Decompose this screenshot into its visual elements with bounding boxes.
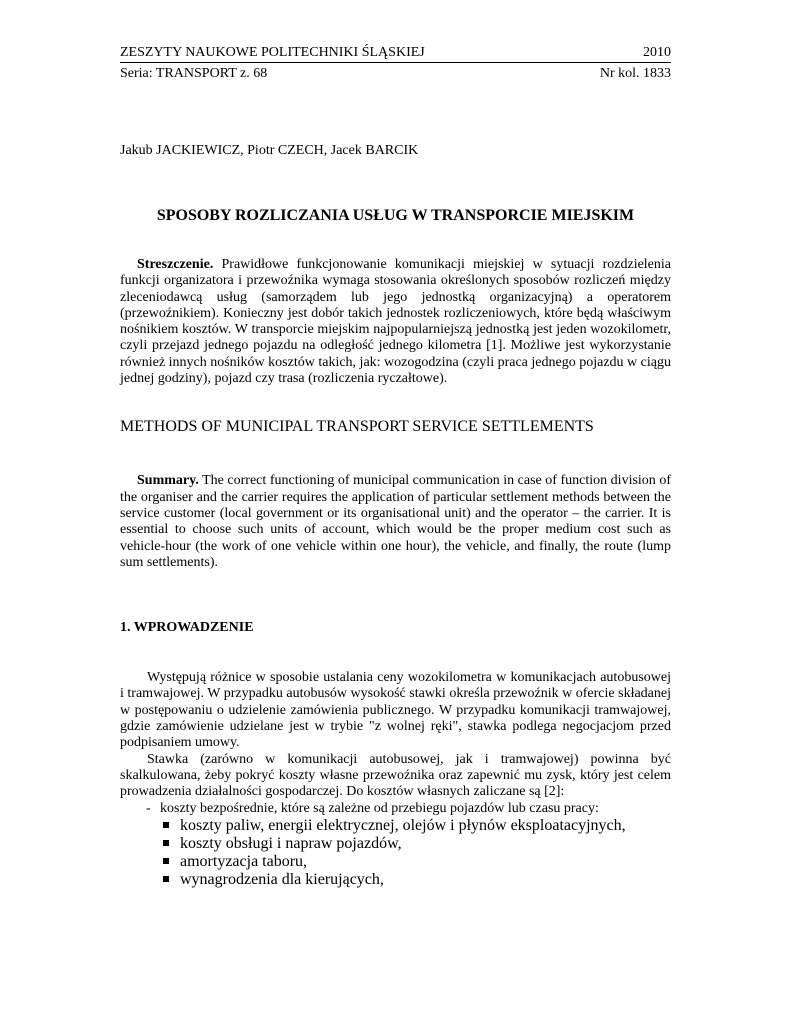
- author-list: Jakub JACKIEWICZ, Piotr CZECH, Jacek BARCIK: [120, 143, 419, 158]
- paper-title-polish: SPOSOBY ROZLICZANIA USŁUG W TRANSPORCIE MIEJSKIM: [156, 207, 635, 224]
- cost-list: [120, 801, 671, 817]
- paper-title-english: METHODS OF MUNICIPAL TRANSPORT SERVICE SETTLEMENTS: [120, 418, 594, 436]
- journal-series: Seria: TRANSPORT z. 68: [120, 66, 268, 81]
- list-item-text: koszty bezpośrednie, które są zależne od przebiegu pojazdów lub czasu pracy:: [160, 800, 599, 816]
- list-item: [120, 835, 671, 853]
- abstract-english-lead: Summary.: [137, 473, 199, 489]
- abstract-polish-lead: Streszczenie.: [137, 257, 214, 272]
- body-paragraph-1: Występują różnice w sposobie ustalania ceny wozokilometra w komunikacjach autobusowej i tramwajowej. W przypadku autobusów wysokość stawki określa przewoźnik w ofercie składanej w postępowaniu o udzielenie zamówienia publicznego. W przypadku komunikacji tramwajowej, gdzie zamówienie udzielane jest w trybie "z wolnej ręki", stawka podlega negocjacjom przed podpisaniem umowy.: [120, 670, 671, 751]
- journal-issue: Nr kol. 1833: [599, 66, 671, 81]
- list-item: [120, 853, 671, 871]
- square-bullet-icon: [163, 840, 169, 846]
- square-bullet-icon: [163, 876, 169, 882]
- journal-name: ZESZYTY NAUKOWE POLITECHNIKI ŚLĄSKIEJ: [120, 45, 425, 60]
- body-paragraph-2: Stawka (zarówno w komunikacji autobusowej, jak i tramwajowej) powinna być skalkulowana, żeby pokryć koszty własne przewoźnika oraz zapewnić mu zysk, który jest celem prowadzenia działalności gospodarczej. Do kosztów własnych zaliczane są [2]:: [120, 751, 671, 800]
- abstract-polish-text: Prawidłowe funkcjonowanie komunikacji miejskiej w sytuacji rozdzielenia funkcji organizatora i przewoźnika wymaga stosowania określonych sposobów rozliczeń między zleceniodawcą usług (samorządem lub jego jednostką organizacyjną) a operatorem (przewoźnikiem). Konieczny jest dobór takich jednostek rozliczeniowych, które będą właściwym nośnikiem kosztów. W transporcie miejskim najpopularniejszą jednostką jest jeden wozokilometr, czyli przejazd jednego pojazdu na odległość jednego kilometra [1]. Możliwe jest wykorzystanie również innych nośników kosztów takich, jak: wozogodzina (czyli praca jednego pojazdu w ciągu jednej godziny), pojazd czy trasa (rozliczenia ryczałtowe).: [120, 257, 671, 387]
- list-item: [120, 817, 671, 835]
- list-item: [120, 871, 671, 889]
- direct-costs-sublist: [120, 817, 671, 889]
- running-header: [120, 44, 671, 63]
- list-item-text: koszty obsługi i napraw pojazdów,: [180, 834, 402, 852]
- list-item-text: wynagrodzenia dla kierujących,: [180, 870, 384, 888]
- section-heading-introduction: 1. WPROWADZENIE: [120, 620, 254, 636]
- dash-marker: -: [146, 800, 151, 816]
- list-item-text: koszty paliw, energii elektrycznej, olejów i płynów eksploatacyjnych,: [180, 816, 626, 834]
- abstract-polish: [120, 257, 671, 387]
- running-subheader: [120, 65, 671, 82]
- list-item-text: amortyzacja taboru,: [180, 852, 308, 870]
- list-item-direct-costs: [120, 801, 671, 817]
- journal-year: 2010: [643, 45, 671, 60]
- square-bullet-icon: [163, 822, 169, 828]
- abstract-english: [120, 473, 671, 571]
- abstract-english-text: The correct functioning of municipal communication in case of function division of the organiser and the carrier requires the application of particular settlement methods between the service customer (local government or its organisational unit) and the operator – the carrier. It is essential to choose such units of account, which would be the proper medium cost such as vehicle-hour (the work of one vehicle within one hour), the vehicle, and finally, the route (lump sum settlements).: [120, 473, 671, 570]
- paper-page: [120, 0, 671, 889]
- square-bullet-icon: [163, 858, 169, 864]
